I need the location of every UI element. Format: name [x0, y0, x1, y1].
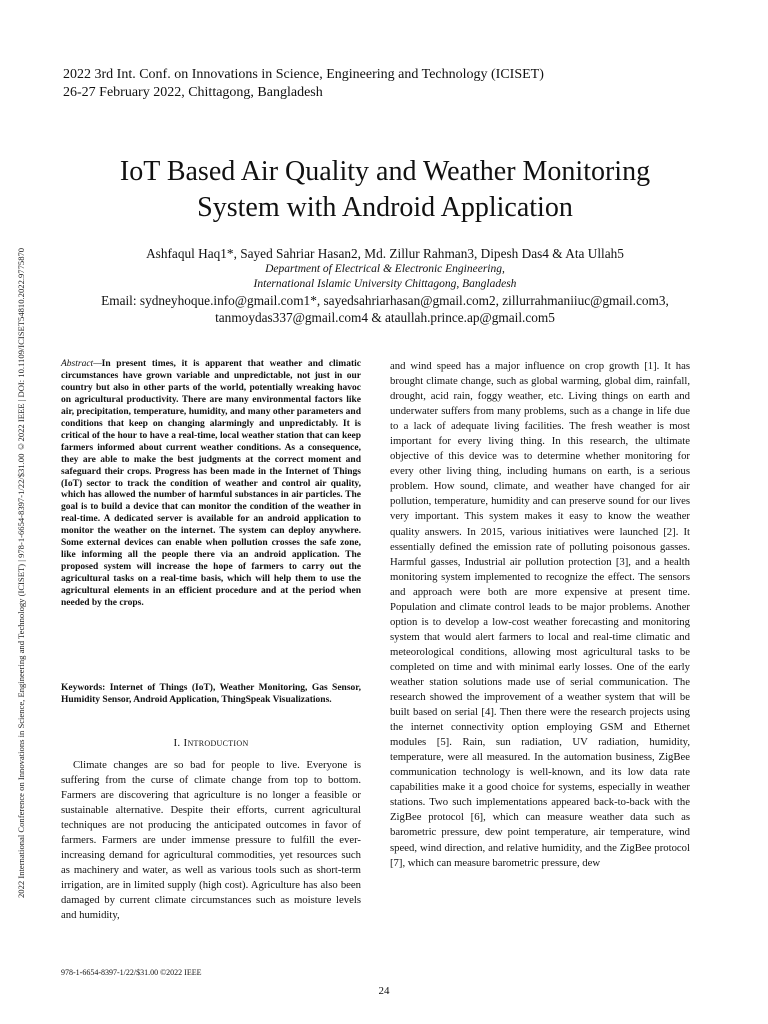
- department: Department of Electrical & Electronic Engineering,: [265, 263, 505, 275]
- conference-date-location: 26-27 February 2022, Chittagong, Bangladesh: [63, 85, 323, 100]
- introduction-left-column: [61, 758, 361, 924]
- email-line-2: tanmoydas337@gmail.com4 & ataullah.prince.ap@gmail.com5: [215, 310, 555, 325]
- keywords-text: Internet of Things (IoT), Weather Monitoring, Gas Sensor, Humidity Sensor, Android Application, ThingSpeak Visualizations.: [61, 683, 361, 705]
- author-list: Ashfaqul Haq1*, Sayed Sahriar Hasan2, Md. Zillur Rahman3, Dipesh Das4 & Ata Ullah5: [146, 246, 624, 261]
- introduction-paragraph: Climate changes are so bad for people to live. Everyone is suffering from the curse of climate change from top to bottom. Farmers are discovering that agriculture is no longer a feasible or sustainable alternative. Despite their efforts, current agricultural techniques are not producing the anticipated outcomes in favor of farmers. Farmers are under immense pressure to fulfill the ever-increasing demand for agricultural commodities, yet resources such as machinery and water, as well as various tools such as short-term irrigation, are in limited supply (high cost). Agriculture has also been damaged by current climate circumstances such as moisture levels and humidity,: [61, 759, 361, 922]
- keywords: [61, 683, 361, 707]
- introduction-right-column: [390, 359, 690, 871]
- sidebar-citation: 2022 International Conference on Innovations in Science, Engineering and Technology (ICISET) | 978-1-6654-8397-1/22/$31.00 ©2022 IEEE | DOI: 10.1109/ICISET54810.2022.9775870: [16, 247, 26, 898]
- university: International Islamic University Chittagong, Bangladesh: [253, 278, 517, 290]
- conference-name: 2022 3rd Int. Conf. on Innovations in Science, Engineering and Technology (ICISET): [63, 67, 544, 82]
- abstract: [61, 359, 361, 610]
- keywords-label: Keywords:: [61, 683, 106, 693]
- title-line-2: System with Android Application: [197, 192, 573, 223]
- introduction-continued-paragraph: and wind speed has a major influence on crop growth [1]. It has brought climate change, such as global warming, global dim, rainfall, drought, acid rain, foggy weather, etc. Living things on earth and underwater suffers from many problems, such as a change in life due to a lack of adequate living facilities. The fresh weather is most important for every living thing. In this research, the ultimate objective of this device was to determine whether monitoring for every other living thing, including humans on earth, is a serious problem. How sound, climate, and weather have changed for air pollution, temperature, humidity and can preserve sound for our lives very important. This system makes it easy to know the weather quality answers. In 2015, various initiatives were launched [2]. It essentially defined the emission rate of polluting poisonous gasses. Harmful gasses, Industrial air pollution protection [3], and a health monitoring system implemented to recognize the effect. The sensors and approach were both are more expensive at present time. Population and climate control leads to be major problems. Another option is to develop a low-cost weather forecasting and monitoring system that would alert farmers to local and real-time climatic and meteorological conditions, allowing most agricultural tasks to be completed on time and with minimal early losses. One of the early weather station solutions made use of serial communication. The research showed the improvement of a weather system that will be built based on serial [4]. Then there were the research projects using the internet connectivity option employing GSM and Ethernet modules [5]. Rain, sun radiation, UV radiation, humidity, temperature, were all measured. In the automation business, ZigBee communication technology is well-known, and its low data rate capabilities make it a good choice for systems, especially in weather stations. Two such implementations appeared back-to-back with the ZigBee protocol [6], which can measure weather data such as barometric pressure, dew point temperature, air temperature, wind speed, wind direction, and relative humidity, and the ZigBee protocol [7], which can measure barometric pressure, dew: [390, 360, 690, 869]
- author-block: [40, 245, 730, 326]
- abstract-text: In present times, it is apparent that weather and climatic circumstances have grown variable and unpredictable, not just in our country but also in other parts of the world, potentially wreaking havoc on agricultural productivity. There are many environmental factors like air, precipitation, temperature, humidity, and many other parameters and conditions that keep on changing alarmingly and unpredictably. It is critical of the hour to have a real-time, local weather station that can keep farmers informed about current weather conditions. As a consequence, they are able to make the best judgments at the correct moment and safeguard their crops. Progress has been made in the Internet of Things (IoT) sector to track the condition of weather and control air quality, which has allowed the number of harmful substances in air particles. The goal is to build a device that can monitor the condition of the weather in real-time. A dedicated server is available for an android application to monitor the weather on the internet. The system can deploy anywhere. Some external devices can enable when pollution crosses the safe zone, like informing all the people there via an android application. The proposed system will increase the hope of farmers to carry out the agricultural tasks on a real-time basis, which will help them to use the agricultural elements in an efficient procedure and at the period when needed by the crops.: [61, 359, 361, 609]
- page-number: 24: [378, 985, 390, 997]
- email-line-1: Email: sydneyhoque.info@gmail.com1*, sayedsahriarhasan@gmail.com2, zillurrahmaniiuc@gmail.com3,: [101, 293, 669, 308]
- abstract-label: Abstract—: [61, 359, 102, 369]
- conference-header: [63, 66, 683, 102]
- section-heading-introduction: I. Introduction: [173, 737, 249, 749]
- paper-title: [40, 154, 730, 226]
- copyright-notice: 978-1-6654-8397-1/22/$31.00 ©2022 IEEE: [61, 968, 202, 977]
- title-line-1: IoT Based Air Quality and Weather Monitoring: [119, 156, 651, 187]
